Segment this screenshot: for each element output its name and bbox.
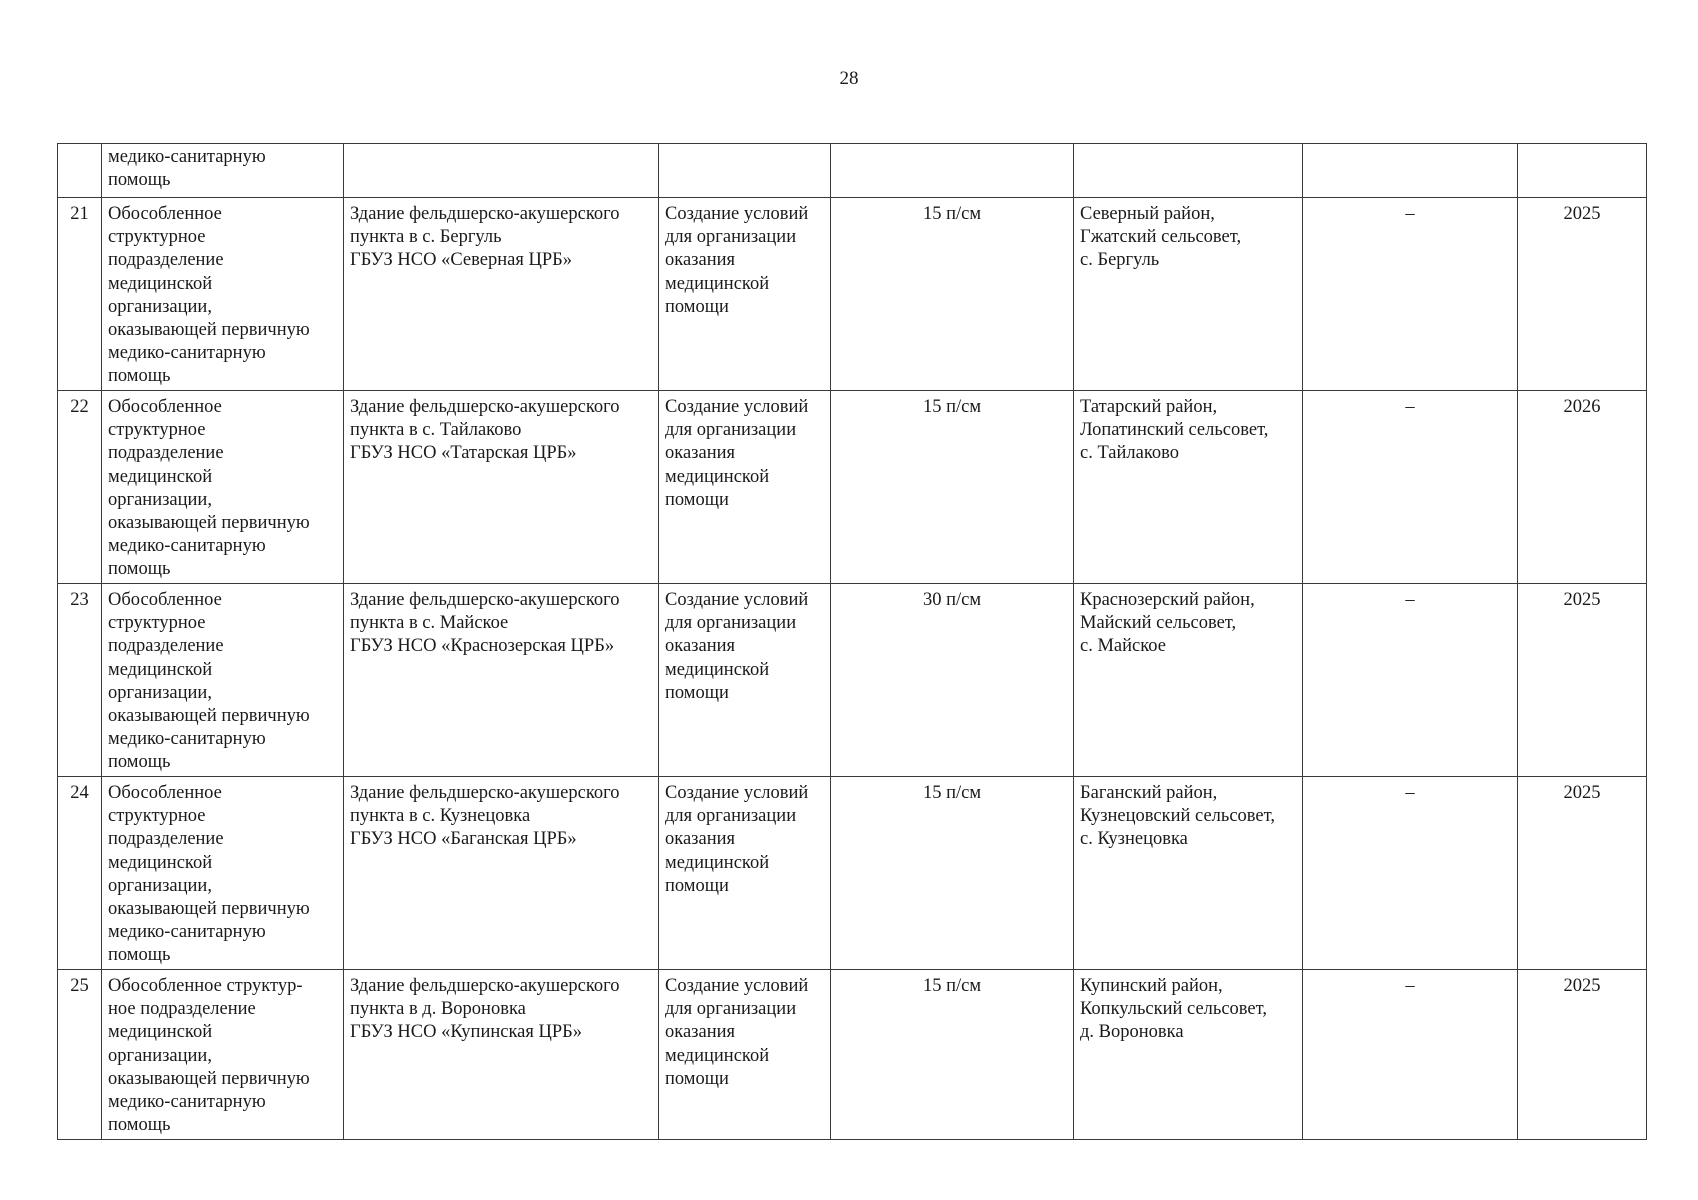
cell-object: Здание фельдшерско-акушерского пункта в с. Бергуль ГБУЗ НСО «Северная ЦРБ» — [344, 198, 659, 391]
cell-num: 21 — [58, 198, 102, 391]
cell-capacity: 15 п/см — [831, 970, 1074, 1140]
cell-year: 2025 — [1518, 777, 1647, 970]
cell-purpose: Создание условий для организации оказания медицинской помощи — [659, 970, 831, 1140]
cell-purpose: Создание условий для организации оказания медицинской помощи — [659, 391, 831, 584]
cell-num: 22 — [58, 391, 102, 584]
cell-object: Здание фельдшерско-акушерского пункта в с. Майское ГБУЗ НСО «Краснозерская ЦРБ» — [344, 584, 659, 777]
cell-capacity: 30 п/см — [831, 584, 1074, 777]
cell-type: Обособленное структурное подразделение медицинской организации, оказывающей первичную медико-санитарную помощь — [102, 391, 344, 584]
cell-extra: – — [1303, 970, 1518, 1140]
cell-extra — [1303, 144, 1518, 198]
cell-extra: – — [1303, 198, 1518, 391]
cell-purpose: Создание условий для организации оказания медицинской помощи — [659, 198, 831, 391]
cell-location: Северный район, Гжатский сельсовет, с. Бергуль — [1074, 198, 1303, 391]
cell-year: 2025 — [1518, 970, 1647, 1140]
cell-year: 2026 — [1518, 391, 1647, 584]
cell-extra: – — [1303, 777, 1518, 970]
table-row — [58, 391, 1647, 584]
cell-type: Обособленное структурное подразделение медицинской организации, оказывающей первичную медико-санитарную помощь — [102, 198, 344, 391]
cell-type: Обособленное структур- ное подразделение медицинской организации, оказывающей первичную медико-санитарную помощь — [102, 970, 344, 1140]
registry-table — [57, 143, 1647, 1140]
cell-extra: – — [1303, 584, 1518, 777]
cell-purpose: Создание условий для организации оказания медицинской помощи — [659, 777, 831, 970]
cell-type: медико-санитарную помощь — [102, 144, 344, 198]
cell-capacity: 15 п/см — [831, 777, 1074, 970]
table-row-continuation — [58, 144, 1647, 198]
cell-object: Здание фельдшерско-акушерского пункта в с. Кузнецовка ГБУЗ НСО «Баганская ЦРБ» — [344, 777, 659, 970]
table-row — [58, 584, 1647, 777]
cell-object: Здание фельдшерско-акушерского пункта в д. Вороновка ГБУЗ НСО «Купинская ЦРБ» — [344, 970, 659, 1140]
cell-object: Здание фельдшерско-акушерского пункта в с. Тайлаково ГБУЗ НСО «Татарская ЦРБ» — [344, 391, 659, 584]
cell-year: 2025 — [1518, 584, 1647, 777]
cell-num: 25 — [58, 970, 102, 1140]
cell-location: Татарский район, Лопатинский сельсовет, с. Тайлаково — [1074, 391, 1303, 584]
cell-location: Купинский район, Копкульский сельсовет, д. Вороновка — [1074, 970, 1303, 1140]
cell-type: Обособленное структурное подразделение медицинской организации, оказывающей первичную медико-санитарную помощь — [102, 584, 344, 777]
page-number: 28 — [839, 68, 859, 89]
cell-year: 2025 — [1518, 198, 1647, 391]
cell-num: 24 — [58, 777, 102, 970]
cell-capacity — [831, 144, 1074, 198]
cell-location: Краснозерский район, Майский сельсовет, с. Майское — [1074, 584, 1303, 777]
table-row — [58, 198, 1647, 391]
cell-type: Обособленное структурное подразделение медицинской организации, оказывающей первичную медико-санитарную помощь — [102, 777, 344, 970]
cell-purpose: Создание условий для организации оказания медицинской помощи — [659, 584, 831, 777]
cell-location: Баганский район, Кузнецовский сельсовет, с. Кузнецовка — [1074, 777, 1303, 970]
cell-capacity: 15 п/см — [831, 198, 1074, 391]
table-row — [58, 970, 1647, 1140]
cell-capacity: 15 п/см — [831, 391, 1074, 584]
cell-extra: – — [1303, 391, 1518, 584]
cell-num — [58, 144, 102, 198]
cell-object — [344, 144, 659, 198]
cell-purpose — [659, 144, 831, 198]
cell-year — [1518, 144, 1647, 198]
table-row — [58, 777, 1647, 970]
cell-location — [1074, 144, 1303, 198]
cell-num: 23 — [58, 584, 102, 777]
